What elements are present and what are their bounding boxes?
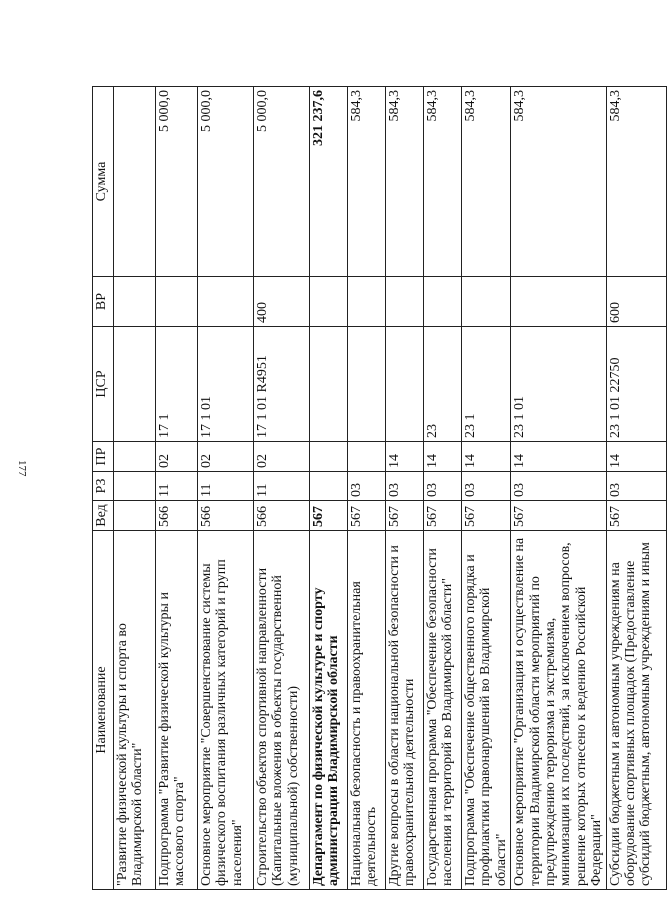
table-row xyxy=(511,87,606,890)
table-row xyxy=(386,87,424,890)
cell-name: Основное мероприятие "Организация и осуществление на территории Владимирской области мероприятий по предупреждению терроризма и экстремизма, минимизации их последствий, за исключением вопросов, решение которых отнесено к ведению Российской Федерации" xyxy=(511,531,606,890)
cell-sum: 584,3 xyxy=(386,87,424,277)
cell-name: Подпрограмма "Обеспечение общественного порядка и профилактики правонарушений во Владимирской области" xyxy=(462,531,511,890)
cell-sum: 584,3 xyxy=(462,87,511,277)
table-row xyxy=(156,87,198,890)
cell-ved: 566 xyxy=(254,501,310,531)
cell-pr xyxy=(114,442,156,472)
cell-sum: 584,3 xyxy=(348,87,386,277)
header-pr: ПР xyxy=(93,442,114,472)
cell-sum: 584,3 xyxy=(424,87,462,277)
cell-csr: 23 1 01 22750 xyxy=(606,327,666,442)
cell-vr xyxy=(511,277,606,327)
cell-pr xyxy=(310,442,348,472)
cell-ved xyxy=(114,501,156,531)
cell-ved: 567 xyxy=(424,501,462,531)
cell-name: Строительство объектов спортивной направленности (Капитальные вложения в объекты государственной (муниципальной) собственности) xyxy=(254,531,310,890)
cell-name: Другие вопросы в области национальной безопасности и правоохранительной деятельности xyxy=(386,531,424,890)
cell-sum: 584,3 xyxy=(606,87,666,277)
page-number: 177 xyxy=(16,460,28,477)
cell-pr xyxy=(348,442,386,472)
cell-rz xyxy=(310,472,348,501)
cell-ved: 567 xyxy=(606,501,666,531)
cell-rz: 03 xyxy=(462,472,511,501)
cell-csr xyxy=(310,327,348,442)
cell-csr: 23 1 01 xyxy=(511,327,606,442)
cell-csr xyxy=(348,327,386,442)
table-row xyxy=(198,87,254,890)
cell-sum: 5 000,0 xyxy=(198,87,254,277)
cell-sum: 5 000,0 xyxy=(156,87,198,277)
header-name: Наименование xyxy=(93,531,114,890)
cell-sum: 584,3 xyxy=(511,87,606,277)
cell-pr: 14 xyxy=(462,442,511,472)
cell-ved: 566 xyxy=(156,501,198,531)
cell-rz: 03 xyxy=(511,472,606,501)
cell-vr xyxy=(424,277,462,327)
table-row xyxy=(606,87,666,890)
cell-csr: 17 1 01 xyxy=(198,327,254,442)
cell-ved: 567 xyxy=(348,501,386,531)
header-ved: Вед xyxy=(93,501,114,531)
cell-vr xyxy=(198,277,254,327)
cell-rz: 03 xyxy=(424,472,462,501)
cell-csr: 17 1 01 R4951 xyxy=(254,327,310,442)
table-row xyxy=(254,87,310,890)
cell-pr: 14 xyxy=(606,442,666,472)
table-header-row xyxy=(93,87,114,890)
header-sum: Сумма xyxy=(93,87,114,277)
table-row xyxy=(462,87,511,890)
cell-rz xyxy=(114,472,156,501)
table-row xyxy=(114,87,156,890)
cell-csr xyxy=(386,327,424,442)
cell-ved: 567 xyxy=(462,501,511,531)
cell-name: Субсидии бюджетным и автономным учреждениям на оборудование спортивных площадок (Предоставление субсидий бюджетным, автономным учреждениям и иным xyxy=(606,531,666,890)
cell-vr: 600 xyxy=(606,277,666,327)
cell-ved: 567 xyxy=(310,501,348,531)
cell-pr: 14 xyxy=(424,442,462,472)
cell-pr: 02 xyxy=(254,442,310,472)
cell-csr: 17 1 xyxy=(156,327,198,442)
cell-rz: 11 xyxy=(198,472,254,501)
cell-ved: 567 xyxy=(386,501,424,531)
cell-ved: 567 xyxy=(511,501,606,531)
cell-rz: 11 xyxy=(156,472,198,501)
cell-pr: 14 xyxy=(511,442,606,472)
budget-table xyxy=(92,86,667,890)
cell-pr: 02 xyxy=(156,442,198,472)
header-rz: РЗ xyxy=(93,472,114,501)
cell-rz: 03 xyxy=(348,472,386,501)
cell-name: Государственная программа "Обеспечение безопасности населения и территорий во Владимирской области" xyxy=(424,531,462,890)
cell-csr: 23 xyxy=(424,327,462,442)
cell-pr: 14 xyxy=(386,442,424,472)
cell-ved: 566 xyxy=(198,501,254,531)
cell-vr xyxy=(386,277,424,327)
cell-rz: 11 xyxy=(254,472,310,501)
cell-csr: 23 1 xyxy=(462,327,511,442)
cell-name: Департамент по физической культуре и спорту администрации Владимирской области xyxy=(310,531,348,890)
header-vr: ВР xyxy=(93,277,114,327)
cell-vr xyxy=(156,277,198,327)
header-csr: ЦСР xyxy=(93,327,114,442)
cell-vr xyxy=(310,277,348,327)
cell-vr xyxy=(114,277,156,327)
cell-name: Подпрограмма "Развитие физической культуры и массового спорта" xyxy=(156,531,198,890)
cell-vr: 400 xyxy=(254,277,310,327)
cell-sum: 321 237,6 xyxy=(310,87,348,277)
table-row xyxy=(424,87,462,890)
table-row xyxy=(310,87,348,890)
cell-name: "Развитие физической культуры и спорта во Владимирской области" xyxy=(114,531,156,890)
cell-sum xyxy=(114,87,156,277)
table-body xyxy=(114,87,667,890)
cell-rz: 03 xyxy=(606,472,666,501)
cell-sum: 5 000,0 xyxy=(254,87,310,277)
cell-name: Основное мероприятие "Совершенствование системы физического воспитания различных категорий и групп населения" xyxy=(198,531,254,890)
table-row xyxy=(348,87,386,890)
cell-pr: 02 xyxy=(198,442,254,472)
cell-vr xyxy=(462,277,511,327)
cell-csr xyxy=(114,327,156,442)
cell-vr xyxy=(348,277,386,327)
cell-name: Национальная безопасность и правоохранительная деятельность xyxy=(348,531,386,890)
cell-rz: 03 xyxy=(386,472,424,501)
budget-table-container xyxy=(92,87,666,890)
